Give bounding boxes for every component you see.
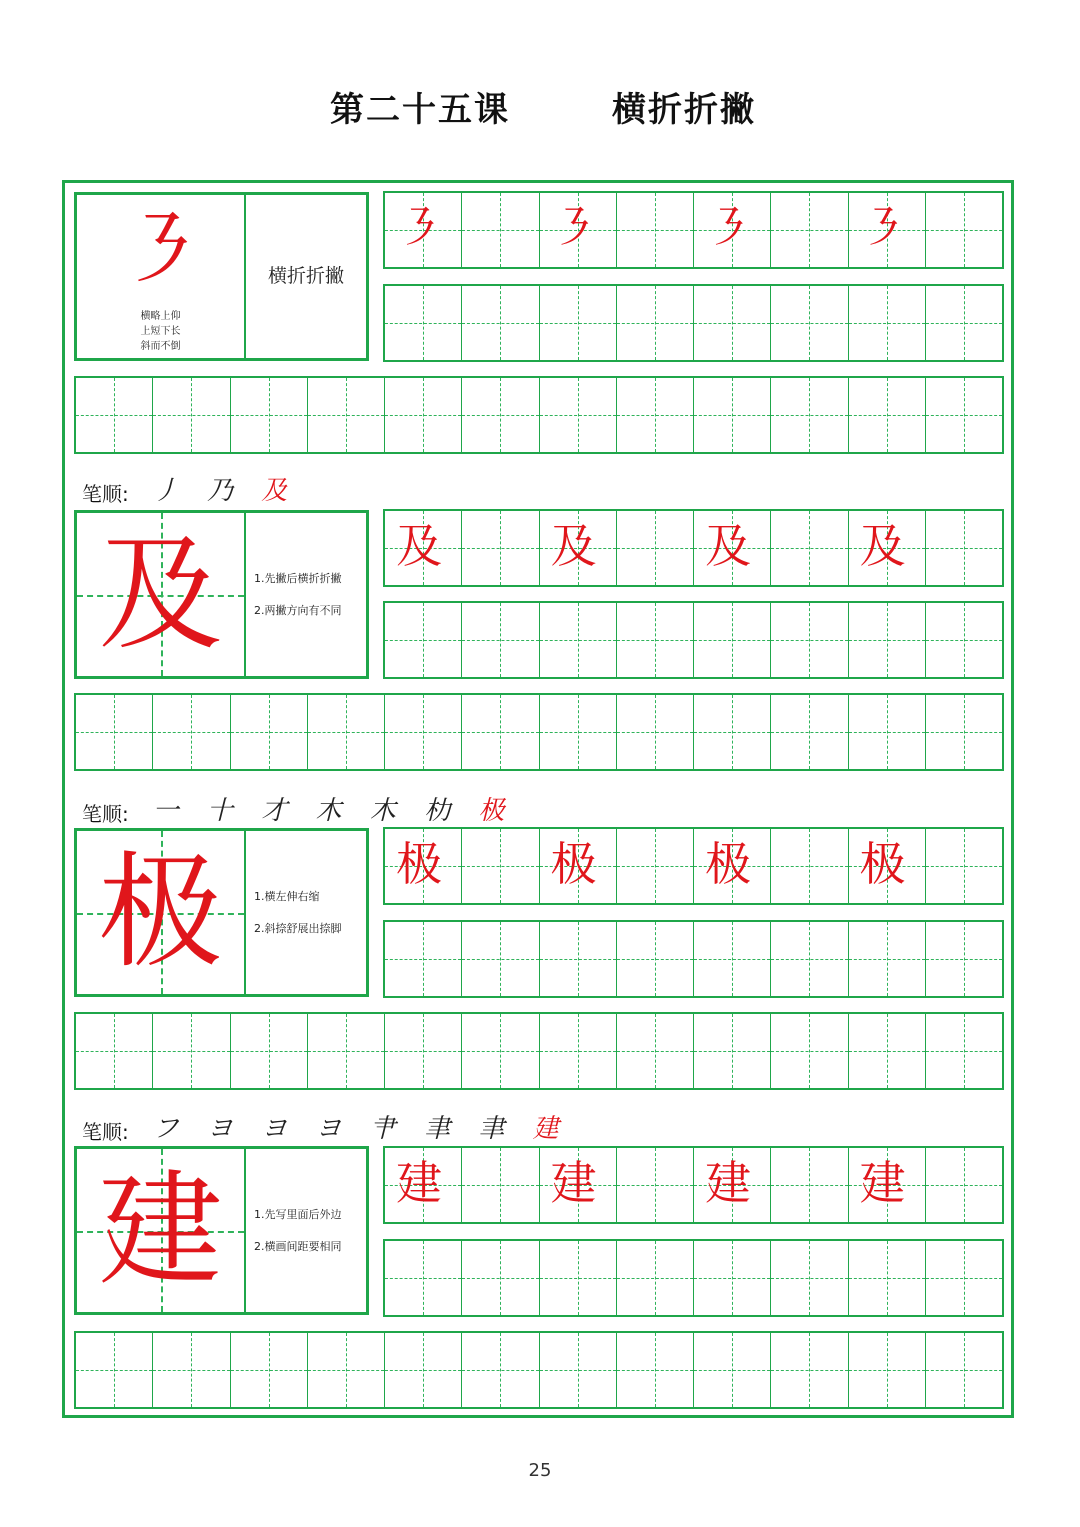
practice-cell[interactable] — [771, 193, 848, 267]
stroke-order-label: 笔顺: — [82, 802, 129, 826]
char-pane — [77, 1149, 246, 1312]
practice-cell[interactable] — [694, 1241, 771, 1315]
model-char: 及 — [550, 519, 597, 573]
practice-cell[interactable] — [849, 1148, 926, 1222]
practice-cell[interactable] — [849, 695, 926, 769]
practice-cell[interactable] — [231, 695, 308, 769]
practice-cell[interactable] — [308, 1333, 385, 1407]
char-display-box-ji2 — [74, 828, 369, 997]
practice-cell[interactable] — [694, 1148, 771, 1222]
model-char: 极 — [550, 837, 597, 891]
practice-cell[interactable] — [462, 829, 539, 903]
char-pane — [77, 513, 246, 676]
practice-cell[interactable] — [385, 1014, 462, 1088]
practice-cell[interactable] — [385, 286, 462, 360]
model-char: 极 — [396, 837, 443, 891]
practice-cell[interactable] — [231, 1333, 308, 1407]
stroke-display-box — [74, 192, 369, 361]
stroke-order-jian — [82, 1108, 569, 1145]
stroke-order-final: 及 — [261, 476, 298, 506]
practice-row-empty — [383, 1239, 1004, 1317]
practice-cell[interactable] — [462, 922, 539, 996]
model-char: ㇋ — [550, 201, 597, 255]
practice-cell[interactable] — [617, 829, 694, 903]
model-char: 及 — [705, 519, 752, 573]
writing-tip: 2.斜捺舒展出捺脚 — [254, 921, 342, 935]
practice-cell[interactable] — [462, 378, 539, 452]
practice-cell[interactable] — [385, 695, 462, 769]
practice-cell[interactable] — [617, 378, 694, 452]
practice-cell[interactable] — [153, 695, 230, 769]
practice-cell[interactable] — [462, 1148, 539, 1222]
stroke-order-ji — [82, 470, 297, 507]
practice-cell[interactable] — [76, 1014, 153, 1088]
practice-cell[interactable] — [617, 511, 694, 585]
practice-cell[interactable] — [926, 378, 1002, 452]
practice-cell[interactable] — [617, 1148, 694, 1222]
char-display-box-jian — [74, 1146, 369, 1315]
practice-cell[interactable] — [617, 922, 694, 996]
practice-cell[interactable] — [926, 695, 1002, 769]
model-char: 极 — [705, 837, 752, 891]
practice-cell[interactable] — [849, 603, 926, 677]
stroke-order-step-chars: 一 十 才 木 木 朸 — [152, 796, 461, 826]
practice-cell[interactable] — [231, 1014, 308, 1088]
practice-cell[interactable] — [617, 286, 694, 360]
practice-cell[interactable] — [462, 1241, 539, 1315]
stroke-name: 横折折撇 — [267, 265, 344, 287]
practice-cell[interactable] — [771, 1333, 848, 1407]
practice-cell[interactable] — [849, 922, 926, 996]
practice-cell[interactable] — [849, 1333, 926, 1407]
model-char: 建 — [550, 1156, 597, 1210]
practice-row-empty — [383, 284, 1004, 362]
practice-cell[interactable] — [385, 1333, 462, 1407]
practice-cell[interactable] — [771, 378, 848, 452]
practice-row-models — [383, 509, 1004, 587]
practice-cell[interactable] — [462, 193, 539, 267]
practice-cell[interactable] — [849, 286, 926, 360]
stroke-order-steps — [153, 470, 298, 507]
practice-cell[interactable] — [849, 511, 926, 585]
practice-cell[interactable] — [926, 922, 1002, 996]
practice-cell[interactable] — [617, 1241, 694, 1315]
practice-cell[interactable] — [308, 1014, 385, 1088]
practice-cell[interactable] — [771, 511, 848, 585]
practice-cell[interactable] — [694, 695, 771, 769]
practice-cell[interactable] — [308, 378, 385, 452]
stroke-order-steps — [153, 1108, 569, 1145]
practice-cell[interactable] — [849, 1241, 926, 1315]
model-char: 建 — [705, 1156, 752, 1210]
practice-cell[interactable] — [153, 1333, 230, 1407]
practice-row-models — [383, 827, 1004, 905]
practice-cell[interactable] — [153, 1014, 230, 1088]
practice-cell[interactable] — [540, 695, 617, 769]
practice-cell[interactable] — [849, 378, 926, 452]
practice-cell[interactable] — [385, 193, 462, 267]
lesson-title: 第二十五课 — [330, 90, 510, 130]
stroke-model-char: ㇋ — [118, 202, 203, 300]
stroke-tip: 斜而不倒 — [140, 341, 181, 352]
practice-cell[interactable] — [617, 1333, 694, 1407]
practice-cell[interactable] — [849, 1014, 926, 1088]
stroke-order-final: 极 — [478, 796, 515, 826]
model-char: 建 — [859, 1156, 906, 1210]
practice-row-models — [383, 1146, 1004, 1224]
stroke-tip: 上短下长 — [140, 326, 181, 337]
practice-cell[interactable] — [540, 1241, 617, 1315]
big-model-char: 极 — [98, 840, 223, 985]
practice-cell[interactable] — [540, 193, 617, 267]
practice-cell[interactable] — [540, 1148, 617, 1222]
practice-cell[interactable] — [540, 286, 617, 360]
practice-cell[interactable] — [540, 829, 617, 903]
practice-cell[interactable] — [694, 1014, 771, 1088]
practice-cell[interactable] — [462, 1014, 539, 1088]
practice-cell[interactable] — [926, 1241, 1002, 1315]
practice-cell[interactable] — [385, 1148, 462, 1222]
practice-cell[interactable] — [771, 695, 848, 769]
stroke-tips — [77, 309, 244, 354]
practice-cell[interactable] — [540, 378, 617, 452]
stroke-char-pane — [77, 195, 246, 358]
practice-cell[interactable] — [462, 511, 539, 585]
writing-tip: 1.横左伸右缩 — [254, 889, 320, 903]
char-pane — [77, 831, 246, 994]
stroke-order-label: 笔顺: — [82, 482, 129, 506]
practice-cell[interactable] — [926, 511, 1002, 585]
practice-cell[interactable] — [385, 378, 462, 452]
model-char: ㇋ — [859, 201, 906, 255]
stroke-order-step-chars: 丿 乃 — [152, 476, 244, 506]
practice-cell[interactable] — [617, 603, 694, 677]
practice-cell[interactable] — [771, 922, 848, 996]
practice-cell[interactable] — [540, 1333, 617, 1407]
practice-cell[interactable] — [926, 1148, 1002, 1222]
model-char: 极 — [859, 837, 906, 891]
practice-cell[interactable] — [926, 286, 1002, 360]
practice-row-empty — [383, 920, 1004, 998]
stroke-order-ji2 — [82, 790, 514, 827]
practice-cell[interactable] — [617, 695, 694, 769]
practice-row-full — [74, 1331, 1004, 1409]
practice-row-full — [74, 376, 1004, 454]
stroke-order-step-chars: フ ヨ ヨ ヨ 肀 聿 聿 — [152, 1114, 515, 1144]
page-number: 25 — [528, 1460, 552, 1481]
practice-cell[interactable] — [540, 603, 617, 677]
model-char: 建 — [396, 1156, 443, 1210]
practice-cell[interactable] — [385, 603, 462, 677]
practice-cell[interactable] — [540, 922, 617, 996]
practice-cell[interactable] — [849, 829, 926, 903]
practice-cell[interactable] — [694, 193, 771, 267]
model-char: ㇋ — [396, 201, 443, 255]
big-model-char: 及 — [98, 522, 223, 667]
practice-cell[interactable] — [540, 1014, 617, 1088]
practice-cell[interactable] — [926, 1014, 1002, 1088]
practice-cell[interactable] — [771, 1148, 848, 1222]
practice-cell[interactable] — [385, 829, 462, 903]
practice-cell[interactable] — [694, 603, 771, 677]
practice-cell[interactable] — [385, 1241, 462, 1315]
practice-cell[interactable] — [617, 193, 694, 267]
writing-tip: 2.两撇方向有不同 — [254, 603, 342, 617]
practice-cell[interactable] — [694, 378, 771, 452]
practice-cell[interactable] — [926, 829, 1002, 903]
practice-cell[interactable] — [462, 695, 539, 769]
writing-tips — [246, 831, 366, 994]
practice-cell[interactable] — [926, 603, 1002, 677]
practice-cell[interactable] — [76, 1333, 153, 1407]
char-display-box-ji — [74, 510, 369, 679]
practice-cell[interactable] — [694, 922, 771, 996]
stroke-tip: 横略上仰 — [140, 311, 181, 322]
practice-cell[interactable] — [694, 1333, 771, 1407]
practice-row-models — [383, 191, 1004, 269]
model-char: 及 — [396, 519, 443, 573]
practice-cell[interactable] — [694, 286, 771, 360]
practice-cell[interactable] — [462, 286, 539, 360]
big-model-char: 建 — [98, 1158, 223, 1303]
practice-cell[interactable] — [540, 511, 617, 585]
model-char: 及 — [859, 519, 906, 573]
practice-row-full — [74, 1012, 1004, 1090]
practice-cell[interactable] — [771, 286, 848, 360]
stroke-order-label: 笔顺: — [82, 1120, 129, 1144]
practice-cell[interactable] — [771, 1241, 848, 1315]
practice-cell[interactable] — [153, 378, 230, 452]
stroke-order-final: 建 — [532, 1114, 569, 1144]
stroke-title: 横折折撇 — [612, 90, 756, 130]
writing-tip: 1.先写里面后外边 — [254, 1207, 342, 1221]
practice-cell[interactable] — [694, 829, 771, 903]
practice-cell[interactable] — [926, 1333, 1002, 1407]
practice-cell[interactable] — [926, 193, 1002, 267]
practice-cell[interactable] — [617, 1014, 694, 1088]
practice-cell[interactable] — [385, 511, 462, 585]
practice-cell[interactable] — [694, 511, 771, 585]
practice-cell[interactable] — [308, 695, 385, 769]
writing-tips — [246, 513, 366, 676]
practice-cell[interactable] — [76, 378, 153, 452]
practice-row-full — [74, 693, 1004, 771]
stroke-order-steps — [153, 790, 515, 827]
writing-tips — [246, 1149, 366, 1312]
practice-cell[interactable] — [462, 603, 539, 677]
writing-tip: 2.横画间距要相同 — [254, 1239, 342, 1253]
practice-row-empty — [383, 601, 1004, 679]
practice-cell[interactable] — [231, 378, 308, 452]
practice-cell[interactable] — [849, 193, 926, 267]
writing-tip: 1.先撇后横折折撇 — [254, 571, 342, 585]
practice-cell[interactable] — [771, 1014, 848, 1088]
model-char: ㇋ — [705, 201, 752, 255]
practice-cell[interactable] — [385, 922, 462, 996]
practice-cell[interactable] — [76, 695, 153, 769]
stroke-name-pane — [246, 195, 366, 358]
practice-cell[interactable] — [462, 1333, 539, 1407]
practice-cell[interactable] — [771, 603, 848, 677]
practice-cell[interactable] — [771, 829, 848, 903]
